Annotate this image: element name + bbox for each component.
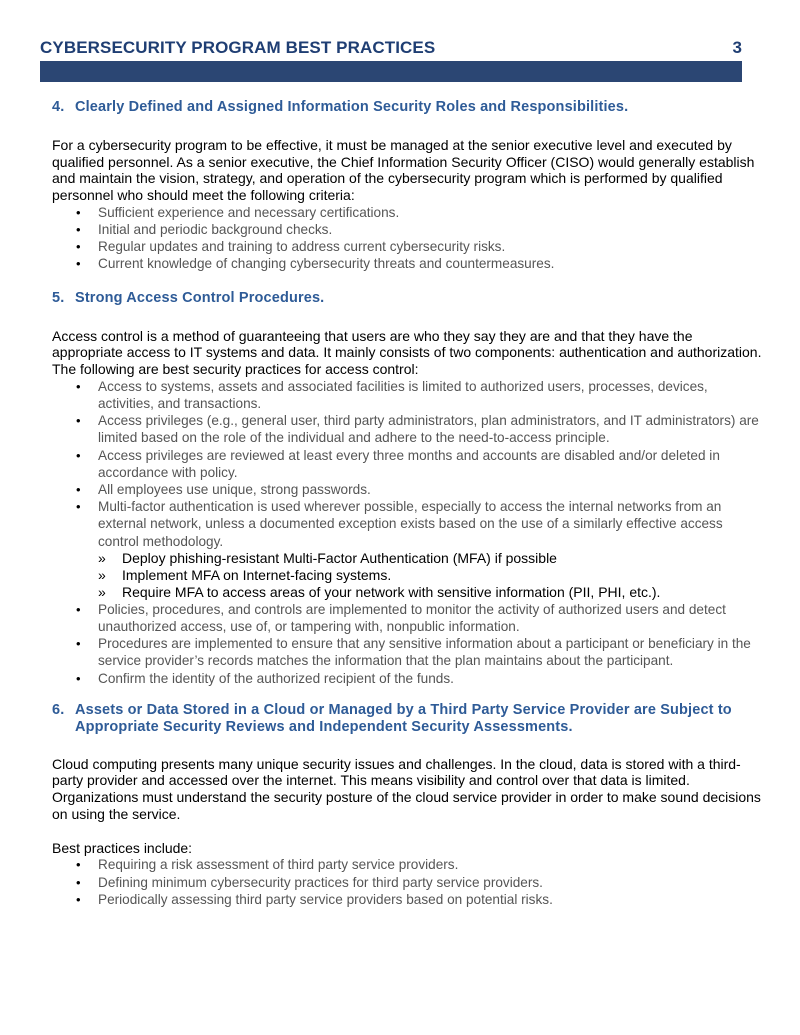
bullet-icon: •: [76, 413, 81, 429]
header-bar: [40, 61, 742, 82]
list-item-text: Access privileges are reviewed at least every three months and accounts are disabled and/or deleted in accordance with policy.: [98, 447, 720, 480]
document-title: CYBERSECURITY PROGRAM BEST PRACTICES: [40, 38, 436, 57]
list-item: [52, 238, 762, 255]
list-item-text: Regular updates and training to address current cybersecurity risks.: [98, 239, 506, 255]
list-item: [52, 635, 762, 669]
bullet-icon: •: [76, 481, 81, 497]
bullet-icon: •: [76, 891, 81, 907]
section-heading-6: [52, 702, 762, 736]
list-item-text: Multi-factor authentication is used wherever possible, especially to access the internal networks from an external network, unless a documented exception exists based on the use of a similarly effective access control methodology.: [98, 499, 723, 549]
section-heading-5: [52, 290, 762, 307]
section-title: Strong Access Control Procedures.: [75, 289, 325, 306]
list-item-text: Defining minimum cybersecurity practices for third party service providers.: [98, 874, 543, 890]
list-item: [52, 255, 762, 272]
bullet-list: [52, 378, 762, 687]
bullet-icon: •: [76, 670, 81, 686]
list-item: [52, 601, 762, 635]
list-item-text: Periodically assessing third party service providers based on potential risks.: [98, 891, 553, 907]
bullet-icon: •: [76, 256, 81, 272]
sub-list-item: [98, 567, 762, 584]
list-item-text: Confirm the identity of the authorized recipient of the funds.: [98, 670, 454, 686]
chevron-right-icon: »: [98, 566, 106, 583]
list-item-text: Policies, procedures, and controls are implemented to monitor the activity of authorized users and detect unauthorized access, use of, or tampering with, nonpublic information.: [98, 601, 726, 634]
bullet-icon: •: [76, 239, 81, 255]
section-title: Clearly Defined and Assigned Information Security Roles and Responsibilities.: [75, 99, 629, 115]
sub-list-item: [98, 550, 762, 567]
list-item: [52, 221, 762, 238]
list-item-text: Sufficient experience and necessary certifications.: [98, 204, 400, 220]
list-item: [52, 891, 762, 908]
section-number: 6.: [52, 701, 65, 718]
section-title: Assets or Data Stored in a Cloud or Managed by a Third Party Service Provider are Subject to Appropriate Security Reviews and Independent Security Assessments.: [75, 701, 732, 735]
bullet-icon: •: [76, 857, 81, 873]
list-item: [52, 874, 762, 891]
section-paragraph: For a cybersecurity program to be effective, it must be managed at the senior executive level and executed by qualified personnel. As a senior executive, the Chief Information Security Officer (CISO) would generally establish and maintain the vision, strategy, and operation of the cybersecurity program which is performed by qualified personnel who should meet the following criteria:: [52, 137, 755, 204]
page-content: [52, 94, 762, 908]
bullet-icon: •: [76, 447, 81, 463]
list-item-text: All employees use unique, strong passwords.: [98, 481, 371, 497]
list-item-text: Current knowledge of changing cybersecurity threats and countermeasures.: [98, 256, 555, 272]
list-item-text: Initial and periodic background checks.: [98, 222, 333, 238]
bullet-icon: •: [76, 601, 81, 617]
bullet-list: [52, 856, 762, 908]
sub-list-item-text: Deploy phishing-resistant Multi-Factor Authentication (MFA) if possible: [122, 549, 557, 566]
chevron-right-icon: »: [98, 549, 106, 566]
section-number: 5.: [52, 289, 65, 306]
bullet-icon: •: [76, 636, 81, 652]
page-number: 3: [732, 38, 742, 57]
chevron-right-icon: »: [98, 583, 106, 600]
section-paragraph: Best practices include:: [52, 839, 193, 856]
sub-list-item-text: Require MFA to access areas of your network with sensitive information (PII, PHI, etc.).: [122, 583, 661, 600]
bullet-icon: •: [76, 204, 81, 220]
list-item: [52, 498, 762, 601]
bullet-icon: •: [76, 378, 81, 394]
list-item: [52, 412, 762, 446]
sub-list-item-text: Implement MFA on Internet-facing systems.: [122, 566, 392, 583]
list-item-text: Procedures are implemented to ensure that any sensitive information about a participant or beneficiary in the service provider’s records matches the information that the plan maintains about the participant.: [98, 636, 751, 669]
list-item-text: Requiring a risk assessment of third party service providers.: [98, 857, 459, 873]
bullet-icon: •: [76, 499, 81, 515]
list-item-text: Access to systems, assets and associated facilities is limited to authorized users, processes, devices, activities, and transactions.: [98, 378, 708, 411]
bullet-list: [52, 204, 762, 273]
list-item: [52, 856, 762, 873]
section-paragraph: Cloud computing presents many unique security issues and challenges. In the cloud, data is stored with a third-party provider and accessed over the internet. This means visibility and control over that data is limited. Organizations must understand the security posture of the cloud service provider in order to make sound decisions on using the service.: [52, 755, 761, 822]
mfa-sublist: [98, 550, 762, 601]
bullet-icon: •: [76, 874, 81, 890]
section-heading-4: [52, 99, 762, 116]
section-paragraph: Access control is a method of guaranteeing that users are who they say they are and that they have the appropriate access to IT systems and data. It mainly consists of two components: authentication and authorization. The following are best security practices for access control:: [52, 327, 762, 378]
list-item: [52, 204, 762, 221]
sub-list-item: [98, 584, 762, 601]
list-item-text: Access privileges (e.g., general user, third party administrators, plan administrators, and IT administrators) are limited based on the role of the individual and adhere to the need-to-access principle.: [98, 413, 759, 446]
list-item: [52, 670, 762, 687]
list-item: [52, 378, 762, 412]
page-header: [40, 38, 742, 62]
bullet-icon: •: [76, 222, 81, 238]
list-item: [52, 447, 762, 481]
list-item: [52, 481, 762, 498]
section-number: 4.: [52, 99, 65, 115]
